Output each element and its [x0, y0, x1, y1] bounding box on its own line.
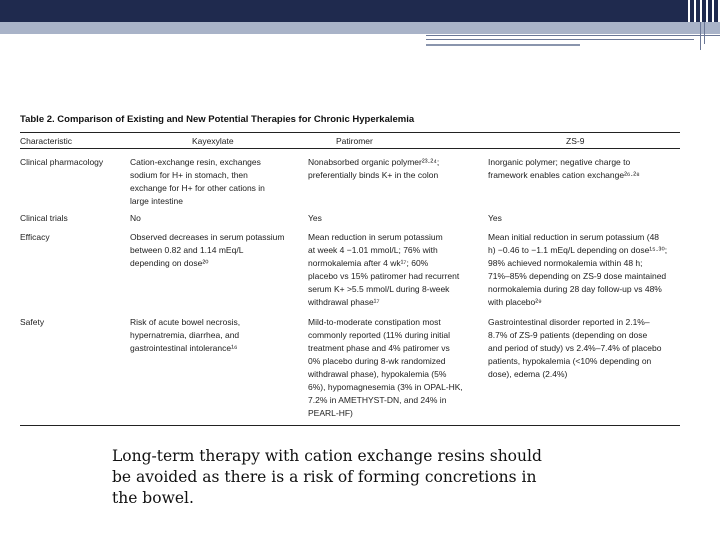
cell-line: serum K+ >5.5 mmol/L during 8-week: [308, 284, 450, 294]
cell-line: Yes: [308, 213, 322, 223]
cell-line: Gastrointestinal disorder reported in 2.1%–: [488, 317, 650, 327]
cell-line: and period of study) vs 2.4%–7.4% of placebo: [488, 343, 662, 353]
cell-line: Inorganic polymer; negative charge to: [488, 157, 631, 167]
cell-line: Nonabsorbed organic polymer²³·²⁴;: [308, 157, 440, 167]
table-cell: [488, 212, 502, 225]
cell-line: exchange for H+ for other cations in: [130, 183, 265, 193]
header-vertical-rule: [704, 22, 705, 44]
row-label-text: Clinical trials: [20, 213, 68, 223]
cell-line: Observed decreases in serum potassium: [130, 232, 285, 242]
cell-line: treatment phase and 4% patiromer vs: [308, 343, 450, 353]
row-label-text: Safety: [20, 317, 45, 327]
cell-line: commonly reported (11% during initial: [308, 330, 451, 340]
cell-line: 6%), hypomagnesemia (3% in OPAL-HK,: [308, 382, 463, 392]
cell-line: h) −0.46 to −1.1 mEq/L depending on dose¹⁵·³⁰;: [488, 245, 668, 255]
table-cell: [130, 212, 141, 225]
cell-line: patients, hypokalemia (<10% depending on: [488, 356, 652, 366]
row-label-text: Efficacy: [20, 232, 50, 242]
row-label: [20, 231, 50, 244]
header-vertical-rule: [700, 22, 701, 50]
cell-line: 7.2% in AMETHYST-DN, and 24% in: [308, 395, 447, 405]
column-header-characteristic: Characteristic: [20, 136, 72, 146]
cell-line: No: [130, 213, 141, 223]
header-band-light: [0, 22, 720, 34]
table-cell: [130, 316, 240, 355]
cell-line: PEARL-HF): [308, 408, 353, 418]
column-header-zs9: ZS-9: [566, 136, 585, 146]
table-rule: [20, 148, 680, 149]
table-cell: [308, 231, 459, 309]
cell-line: large intestine: [130, 196, 183, 206]
cell-line: withdrawal phase¹⁷: [308, 297, 380, 307]
table-cell: [130, 156, 265, 208]
table-rule: [20, 132, 680, 133]
cell-line: hypernatremia, diarrhea, and: [130, 330, 240, 340]
cell-line: framework enables cation exchange²⁶·²⁸: [488, 170, 640, 180]
row-label: [20, 212, 68, 225]
column-header-patiromer: Patiromer: [336, 136, 373, 146]
cell-line: 0% placebo during 8-wk randomized: [308, 356, 446, 366]
cell-line: normokalemia during 28 day follow-up vs 48%: [488, 284, 662, 294]
table-title: Table 2. Comparison of Existing and New Potential Therapies for Chronic Hyperkalemia: [20, 114, 415, 125]
header-stripe-pattern: [688, 0, 720, 22]
column-header-kayexylate: Kayexylate: [192, 136, 234, 146]
table-cell: [130, 231, 285, 270]
cell-line: 98% achieved normokalemia within 48 h;: [488, 258, 643, 268]
slide-caption: [112, 446, 582, 509]
cell-line: 71%–85% depending on ZS-9 dose maintained: [488, 271, 667, 281]
table-cell: [308, 156, 439, 182]
cell-line: normokalemia after 4 wk¹⁷; 60%: [308, 258, 429, 268]
cell-line: at week 4 −1.01 mmol/L; 76% with: [308, 245, 438, 255]
header-rule: [426, 44, 580, 46]
cell-line: Yes: [488, 213, 502, 223]
row-label-text: Clinical pharmacology: [20, 157, 104, 167]
cell-line: withdrawal phase), hypokalemia (5%: [308, 369, 447, 379]
header-band-dark: [0, 0, 720, 22]
table-cell: [308, 316, 463, 420]
cell-line: depending on dose²⁰: [130, 258, 209, 268]
table-cell: [308, 212, 322, 225]
cell-line: Mean reduction in serum potassium: [308, 232, 443, 242]
row-label: [20, 156, 103, 169]
table-cell: [488, 316, 661, 381]
row-label: [20, 316, 44, 329]
table-rule: [20, 425, 680, 426]
cell-line: Risk of acute bowel necrosis,: [130, 317, 241, 327]
cell-line: Cation-exchange resin, exchanges: [130, 157, 261, 167]
cell-line: with placebo²⁹: [488, 297, 542, 307]
cell-line: sodium for H+ in stomach, then: [130, 170, 248, 180]
cell-line: between 0.82 and 1.14 mEq/L: [130, 245, 244, 255]
caption-line: Long-term therapy with cation exchange resins should: [112, 447, 542, 465]
cell-line: placebo vs 15% patiromer had recurrent: [308, 271, 460, 281]
cell-line: 8.7% of ZS-9 patients (depending on dose: [488, 330, 648, 340]
cell-line: Mild-to-moderate constipation most: [308, 317, 441, 327]
table-cell: [488, 156, 640, 182]
table-cell: [488, 231, 667, 309]
header-rule: [426, 35, 720, 36]
cell-line: Mean initial reduction in serum potassium (48: [488, 232, 660, 242]
comparison-table: [20, 114, 680, 426]
cell-line: dose), edema (2.4%): [488, 369, 568, 379]
cell-line: preferentially binds K+ in the colon: [308, 170, 439, 180]
caption-line: be avoided as there is a risk of forming concretions in: [112, 468, 537, 486]
cell-line: gastrointestinal intolerance¹⁶: [130, 343, 238, 353]
caption-line: the bowel.: [112, 489, 194, 507]
header-rule: [426, 39, 694, 40]
